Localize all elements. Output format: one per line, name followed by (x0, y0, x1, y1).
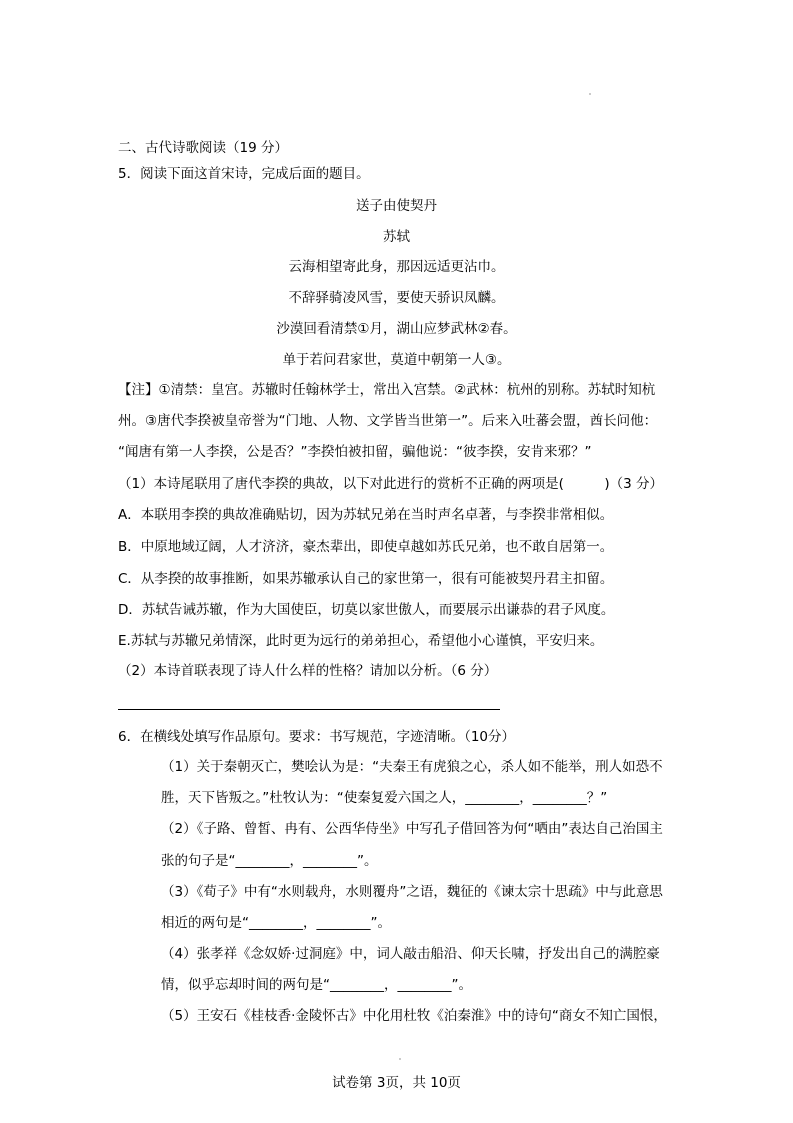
fill-line: （4）张孝祥《念奴娇·过洞庭》中，词人敲击船沿、仰天长啸，抒发出自己的满腔豪 (161, 946, 660, 962)
option-d: D．苏轼告诫苏辙，作为大国使臣，切莫以家世傲人，而要展示出谦恭的君子风度。 (118, 602, 615, 618)
fill-line: （5）王安石《桂枝香·金陵怀古》中化用杜牧《泊秦淮》中的诗句“商女不知亡国恨， (161, 1008, 667, 1024)
poem-line: 单于若问君家世，莫道中朝第一人③。 (282, 352, 511, 368)
answer-line[interactable] (118, 709, 500, 710)
option-b: B．中原地域辽阔，人才济济，豪杰辈出，即使卓越如苏氏兄弟，也不敢自居第一。 (118, 539, 614, 555)
poem-title: 送子由使契丹 (356, 198, 437, 214)
fill-line: 胜，天下皆叛之。”杜牧认为：“使秦复爱六国之人，________，________？” (161, 790, 608, 806)
option-c: C．从李揆的故事推断，如果苏辙承认自己的家世第一，很有可能被契丹君主扣留。 (118, 571, 614, 587)
section-heading: 二、古代诗歌阅读（19 分） (118, 140, 288, 156)
fill-line: 张的句子是“________，________”。 (161, 853, 378, 869)
question-6-prompt: 6．在横线处填写作品原句。要求：书写规范，字迹清晰。（10分） (118, 729, 516, 745)
question-5-sub2: （2）本诗首联表现了诗人什么样的性格？请加以分析。（6 分） (118, 663, 498, 679)
option-a: A．本联用李揆的典故准确贴切，因为苏轼兄弟在当时声名卓著，与李揆非常相似。 (118, 507, 614, 523)
poem-line: 不辞驿骑凌风雪，要使天骄识凤麟。 (288, 290, 505, 306)
page-footer: 试卷第 3页，共 10页 (332, 1075, 461, 1091)
option-e: E.苏轼与苏辙兄弟情深，此时更为远行的弟弟担心，希望他小心谨慎，平安归来。 (118, 633, 604, 649)
fill-line: （3）《荀子》中有“水则载舟，水则覆舟”之语，魏征的《谏太宗十思疏》中与此意思 (161, 884, 663, 900)
note-line: 【注】①清禁：皇宫。苏辙时任翰林学士，常出入宫禁。②武林：杭州的别称。苏轼时知杭 (118, 382, 656, 398)
question-5-sub1: （1）本诗尾联用了唐代李揆的典故，以下对此进行的赏析不正确的两项是( )（3 分） (118, 476, 664, 492)
fill-line: 相近的两句是“________，________”。 (161, 915, 391, 931)
fill-line: （1）关于秦朝灭亡，樊哙认为是：“夫秦王有虎狼之心，杀人如不能举，刑人如恐不 (161, 759, 663, 775)
note-line: 州。③唐代李揆被皇帝誉为“门地、人物、文学皆当世第一”。后来入吐蕃会盟，酋长问他： (118, 413, 658, 429)
fill-line: 情，似乎忘却时间的两句是“________，________”。 (161, 977, 472, 993)
fill-line: （2）《子路、曾皙、冉有、公西华侍坐》中写孔子借回答为何“哂由”表达自己治国主 (161, 821, 663, 837)
scan-speck (399, 1058, 401, 1060)
poem-line: 云海相望寄此身，那因远适更沾巾。 (288, 259, 505, 275)
note-line: “闻唐有第一人李揆，公是否？”李揆怕被扣留，骗他说：“彼李揆，安肯来邪？” (118, 444, 592, 460)
question-5-prompt: 5．阅读下面这首宋诗，完成后面的题目。 (118, 166, 370, 182)
poem-author: 苏轼 (383, 229, 410, 245)
poem-line: 沙漠回看清禁①月，湖山应梦武林②春。 (276, 321, 517, 337)
scan-speck (589, 93, 591, 95)
